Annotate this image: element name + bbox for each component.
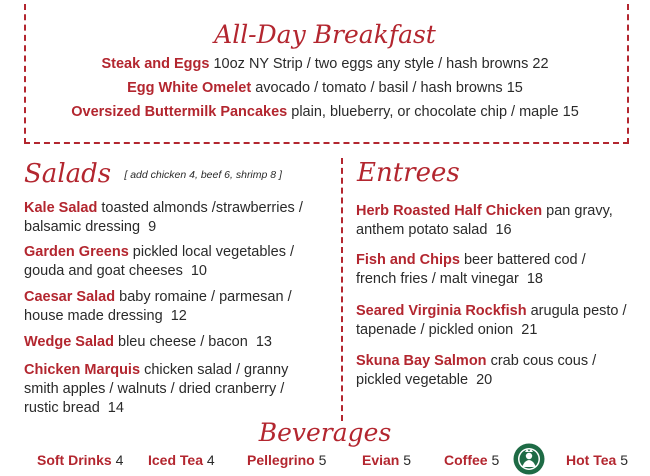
item-price: 12 xyxy=(170,308,187,324)
item-price: 5 xyxy=(491,452,500,468)
item-name: Chicken Marquis xyxy=(24,362,141,378)
salad-item xyxy=(24,288,292,326)
item-desc: house made dressing xyxy=(24,308,163,324)
item-price: 4 xyxy=(206,452,215,468)
item-desc: french fries / malt vinegar xyxy=(356,271,519,287)
item-desc: avocado / tomato / basil / hash browns xyxy=(255,80,503,96)
item-desc: plain, blueberry, or chocolate chip / maple xyxy=(291,104,559,120)
column-divider xyxy=(341,158,343,421)
salads-heading xyxy=(24,158,282,189)
starbucks-logo-icon xyxy=(513,443,545,475)
salads-title: Salads xyxy=(24,159,112,189)
breakfast-item xyxy=(0,80,650,96)
item-desc: balsamic dressing xyxy=(24,219,141,235)
item-name: Steak and Eggs xyxy=(101,56,210,72)
item-price: 5 xyxy=(318,452,327,468)
breakfast-title: All-Day Breakfast xyxy=(214,20,436,49)
beverages-row xyxy=(0,450,650,472)
beverages-title: Beverages xyxy=(258,418,392,447)
salad-item xyxy=(24,361,288,418)
salad-item xyxy=(24,199,303,237)
salad-item xyxy=(24,243,294,281)
entree-item xyxy=(356,202,613,240)
item-desc: toasted almonds /strawberries / xyxy=(101,200,303,216)
item-desc: bleu cheese / bacon xyxy=(118,334,248,350)
beverage-item xyxy=(37,452,123,468)
entree-item xyxy=(356,251,586,289)
item-name: Soft Drinks xyxy=(37,452,112,468)
item-price: 4 xyxy=(115,452,124,468)
beverage-item xyxy=(566,452,628,468)
beverage-item xyxy=(444,452,499,468)
item-price: 21 xyxy=(521,322,538,338)
item-price: 15 xyxy=(506,80,523,96)
item-name: Pellegrino xyxy=(247,452,315,468)
item-name: Fish and Chips xyxy=(356,252,460,268)
item-price: 9 xyxy=(148,219,157,235)
item-name: Skuna Bay Salmon xyxy=(356,353,487,369)
beverage-item xyxy=(362,452,411,468)
item-price: 16 xyxy=(495,222,512,238)
entree-item xyxy=(356,352,596,390)
item-desc: arugula pesto / xyxy=(530,303,627,319)
item-name: Evian xyxy=(362,452,400,468)
item-price: 10 xyxy=(190,263,207,279)
item-name: Garden Greens xyxy=(24,244,129,260)
item-desc: pickled local vegetables / xyxy=(132,244,295,260)
entrees-title: Entrees xyxy=(357,158,460,188)
item-name: Egg White Omelet xyxy=(127,80,252,96)
item-name: Coffee xyxy=(444,452,488,468)
item-desc: smith apples / walnuts / dried cranberry / xyxy=(24,381,285,397)
beverage-item xyxy=(247,452,326,468)
item-desc: anthem potato salad xyxy=(356,222,488,238)
item-desc: chicken salad / granny xyxy=(144,362,289,378)
breakfast-item xyxy=(0,56,650,72)
item-name: Oversized Buttermilk Pancakes xyxy=(71,104,288,120)
salad-item xyxy=(24,333,272,352)
item-desc: crab cous cous / xyxy=(490,353,597,369)
salads-addon-note: [ add chicken 4, beef 6, shrimp 8 ] xyxy=(124,169,282,182)
item-name: Herb Roasted Half Chicken xyxy=(356,203,543,219)
item-price: 14 xyxy=(107,400,124,416)
item-price: 18 xyxy=(526,271,543,287)
item-name: Wedge Salad xyxy=(24,334,114,350)
item-name: Iced Tea xyxy=(148,452,203,468)
item-desc: rustic bread xyxy=(24,400,100,416)
item-price: 13 xyxy=(255,334,272,350)
item-price: 5 xyxy=(620,452,628,468)
item-price: 22 xyxy=(532,56,549,72)
item-name: Hot Tea xyxy=(566,452,617,468)
breakfast-item xyxy=(0,104,650,120)
item-name: Seared Virginia Rockfish xyxy=(356,303,527,319)
item-desc: gouda and goat cheeses xyxy=(24,263,183,279)
entree-item xyxy=(356,302,627,340)
item-price: 15 xyxy=(562,104,579,120)
item-desc: 10oz NY Strip / two eggs any style / hash browns xyxy=(213,56,529,72)
item-desc: pan gravy, xyxy=(546,203,613,219)
item-desc: tapenade / pickled onion xyxy=(356,322,514,338)
item-price: 20 xyxy=(476,372,493,388)
item-price: 5 xyxy=(403,452,412,468)
beverage-item xyxy=(148,452,215,468)
item-desc: pickled vegetable xyxy=(356,372,469,388)
item-name: Caesar Salad xyxy=(24,289,116,305)
item-desc: beer battered cod / xyxy=(463,252,586,268)
item-name: Kale Salad xyxy=(24,200,98,216)
item-desc: baby romaine / parmesan / xyxy=(119,289,292,305)
